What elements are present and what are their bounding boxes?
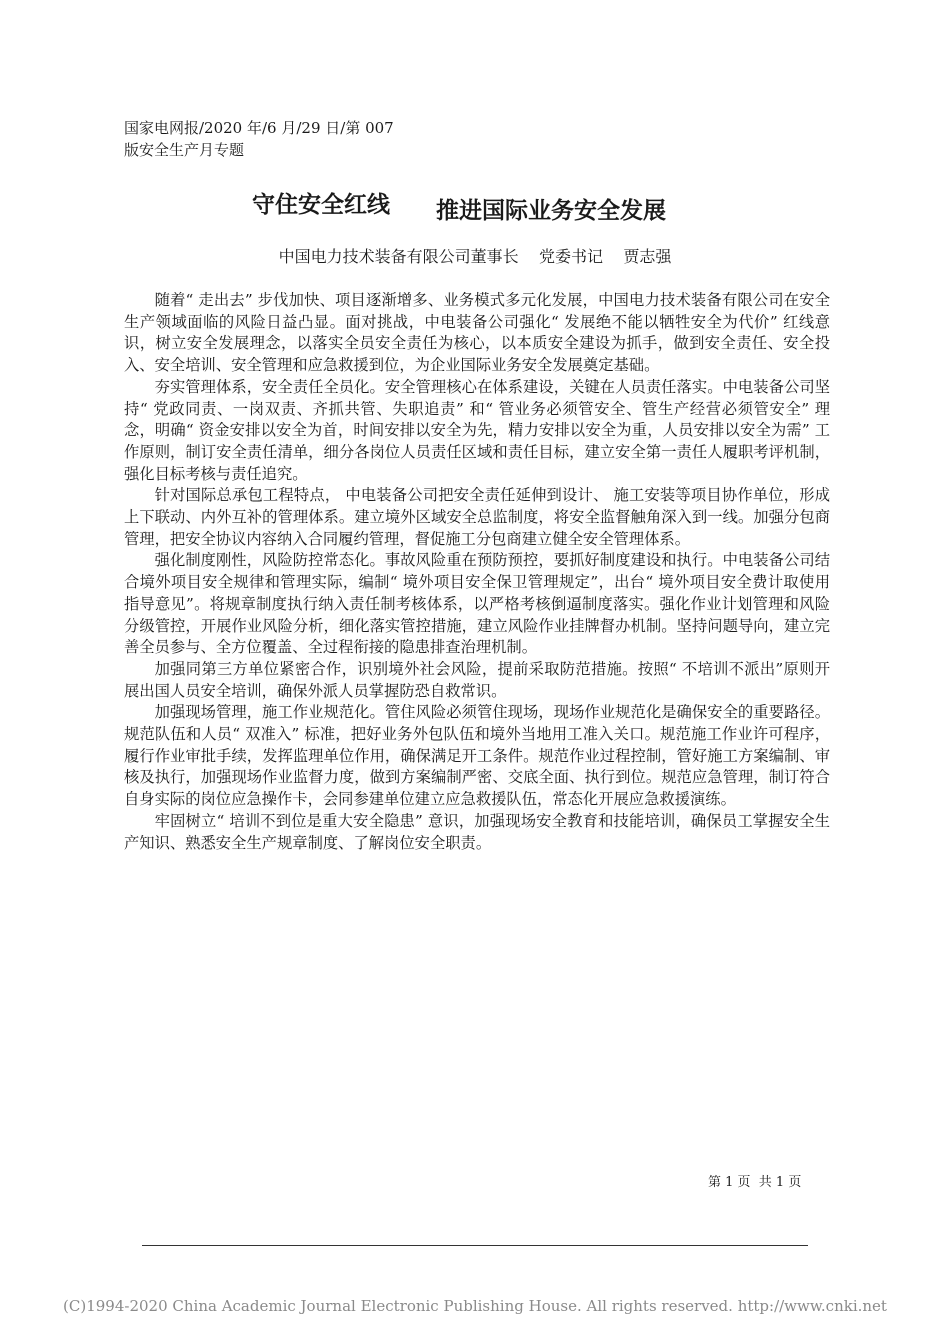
footer-divider (142, 1245, 808, 1246)
paragraph-2: 夯实管理体系，安全责任全员化。安全管理核心在体系建设，关键在人员责任落实。中电装备公司坚持“ 党政同责、一岗双责、齐抓共管、失职追责” 和“ 管业务必须管安全、管生产经营必须管安全” 理念，明确“ 资金安排以安全为首，时间安排以安全为先，精力安排以安全为重，人员安排以安全为需” 工作原则，制订安全责任清单，细分各岗位人员责任区域和责任目标，建立安全第一责任人履职考评机制，强化目标考核与责任追究。 (124, 377, 830, 483)
paragraph-7: 牢固树立“ 培训不到位是重大安全隐患” 意识，加强现场安全教育和技能培训，确保员工掌握安全生产知识、熟悉安全生产规章制度、了解岗位安全职责。 (124, 811, 830, 852)
source-citation (124, 117, 424, 161)
title-part-1: 守住安全红线 (252, 192, 390, 218)
paragraph-6: 加强现场管理，施工作业规范化。管住风险必须管住现场，现场作业规范化是确保安全的重要路径。规范队伍和人员“ 双准入” 标准，把好业务外包队伍和境外当地用工准入关口。规范施工作业许可程序，履行作业审批手续，发挥监理单位作用，确保满足开工条件。规范作业过程控制，管好施工方案编制、审核及执行，加强现场作业监督力度，做到方案编制严密、交底全面、执行到位。规范应急管理，制订符合自身实际的岗位应急操作卡，会同参建单位建立应急救援队伍，常态化开展应急救援演练。 (124, 703, 830, 809)
copyright-notice: (C)1994-2020 China Academic Journal Electronic Publishing House. All rights reserved. http://www.cnki.net (63, 1297, 887, 1315)
article-body (124, 290, 830, 854)
source-line-2: 版安全生产月专题 (124, 141, 245, 159)
page-number: 第 1 页 共 1 页 (708, 1175, 802, 1190)
author-line: 中国电力技术装备有限公司董事长 党委书记 贾志强 (278, 247, 672, 266)
source-line-1: 国家电网报/2020 年/6 月/29 日/第 007 (124, 119, 394, 137)
paragraph-4: 强化制度刚性，风险防控常态化。事故风险重在预防预控，要抓好制度建设和执行。中电装备公司结合境外项目安全规律和管理实际，编制“ 境外项目安全保卫管理规定”，出台“ 境外项目安全费计取使用指导意见”。将规章制度执行纳入责任制考核体系，以严格考核倒逼制度落实。强化作业计划管理和风险分级管控，开展作业风险分析，细化落实管控措施，建立风险作业挂牌督办机制。坚持问题导向，建立完善全员参与、全方位覆盖、全过程衔接的隐患排查治理机制。 (124, 551, 830, 657)
title-part-2: 推进国际业务安全发展 (436, 198, 666, 224)
article-title (0, 182, 950, 226)
paragraph-3: 针对国际总承包工程特点， 中电装备公司把安全责任延伸到设计、 施工安装等项目协作单位，形成上下联动、内外互补的管理体系。建立境外区域安全总监制度，将安全监督触角深入到一线。加强分包商管理，把安全协议内容纳入合同履约管理，督促施工分包商建立健全安全管理体系。 (124, 486, 830, 548)
paragraph-1: 随着“ 走出去” 步伐加快、项目逐渐增多、业务模式多元化发展，中国电力技术装备有限公司在安全生产领域面临的风险日益凸显。面对挑战，中电装备公司强化“ 发展绝不能以牺牲安全为代价” 红线意识，树立安全发展理念，以落实全员安全责任为核心，以本质安全建设为抓手，做到安全责任、安全投入、安全培训、安全管理和应急救援到位，为企业国际业务安全发展奠定基础。 (124, 291, 830, 375)
paragraph-5: 加强同第三方单位紧密合作，识别境外社会风险，提前采取防范措施。按照“ 不培训不派出”原则开展出国人员安全培训，确保外派人员掌握防恐自救常识。 (124, 659, 830, 700)
